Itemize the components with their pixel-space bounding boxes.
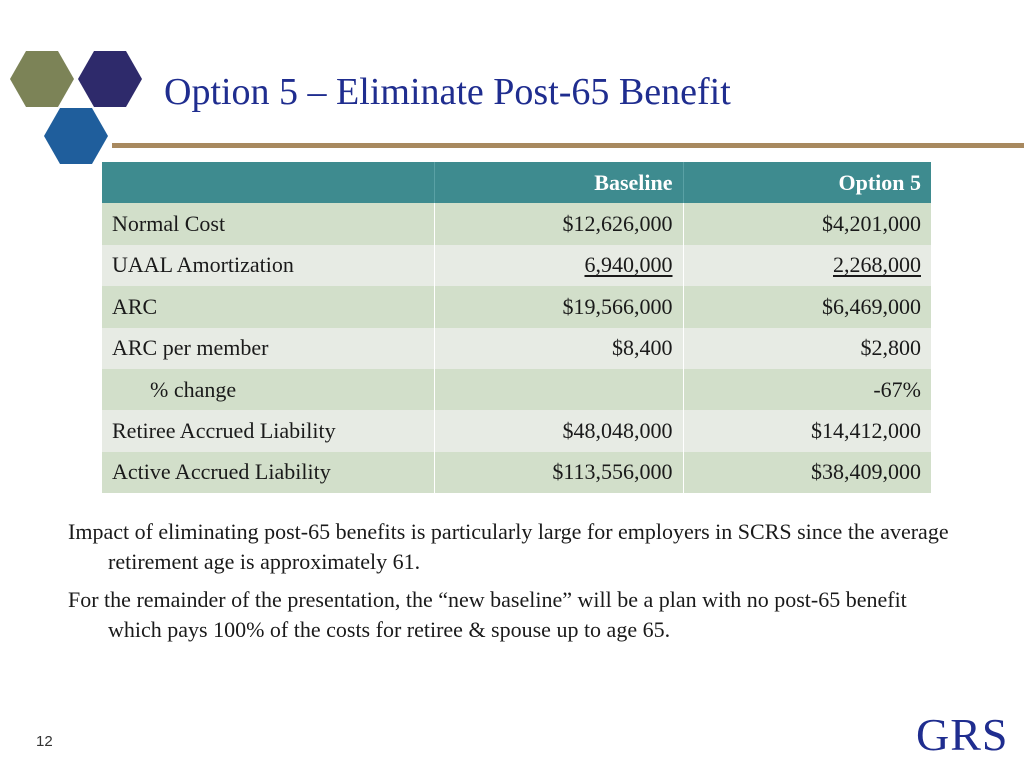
title-divider: [112, 143, 1024, 148]
option5-value: $2,800: [683, 328, 931, 369]
hexagon-logo-icon: [8, 48, 148, 170]
bullet-item: For the remainder of the presentation, the “new baseline” will be a plan with no post-65 benefit which pays 100% of the costs for retiree & spouse up to age 65.: [68, 587, 907, 642]
purple-hexagon: [78, 51, 142, 107]
baseline-value: 6,940,000: [584, 252, 673, 278]
option5-value: $14,412,000: [683, 410, 931, 451]
table-row: [102, 203, 931, 244]
baseline-value: $113,556,000: [434, 452, 683, 493]
baseline-value: $19,566,000: [434, 286, 683, 327]
table-row: [102, 410, 931, 451]
header-option5: Option 5: [683, 162, 931, 203]
table-row: [102, 452, 931, 493]
bullet-list: [68, 517, 958, 653]
baseline-value: $12,626,000: [434, 203, 683, 244]
comparison-table: [102, 162, 931, 493]
table-row: [102, 245, 931, 286]
table-row: [102, 286, 931, 327]
option5-value: $6,469,000: [683, 286, 931, 327]
slide-title: Option 5 – Eliminate Post-65 Benefit: [164, 71, 731, 113]
blue-hexagon: [44, 108, 108, 164]
baseline-value: $8,400: [434, 328, 683, 369]
option5-value: $38,409,000: [683, 452, 931, 493]
bullet-item: Impact of eliminating post-65 benefits is particularly large for employers in SCRS since the average retirement age is approximately 61.: [68, 519, 949, 574]
row-label: ARC per member: [102, 328, 434, 369]
baseline-value: $48,048,000: [434, 410, 683, 451]
row-label: UAAL Amortization: [102, 245, 434, 286]
option5-value: $4,201,000: [683, 203, 931, 244]
table-header-row: [102, 162, 931, 203]
row-label: ARC: [102, 286, 434, 327]
baseline-value: [434, 369, 683, 410]
header-baseline: Baseline: [434, 162, 683, 203]
option5-value-cell: [683, 245, 931, 286]
table-row: [102, 328, 931, 369]
baseline-value-cell: [434, 245, 683, 286]
grs-logo: GRS: [916, 709, 1009, 760]
row-label: Retiree Accrued Liability: [102, 410, 434, 451]
table-row: [102, 369, 931, 410]
option5-value: -67%: [683, 369, 931, 410]
option5-value: 2,268,000: [833, 252, 921, 278]
page-number: 12: [36, 733, 53, 750]
header-empty: [102, 162, 434, 203]
row-label: Normal Cost: [102, 203, 434, 244]
olive-hexagon: [10, 51, 74, 107]
row-label: % change: [102, 369, 434, 410]
row-label: Active Accrued Liability: [102, 452, 434, 493]
